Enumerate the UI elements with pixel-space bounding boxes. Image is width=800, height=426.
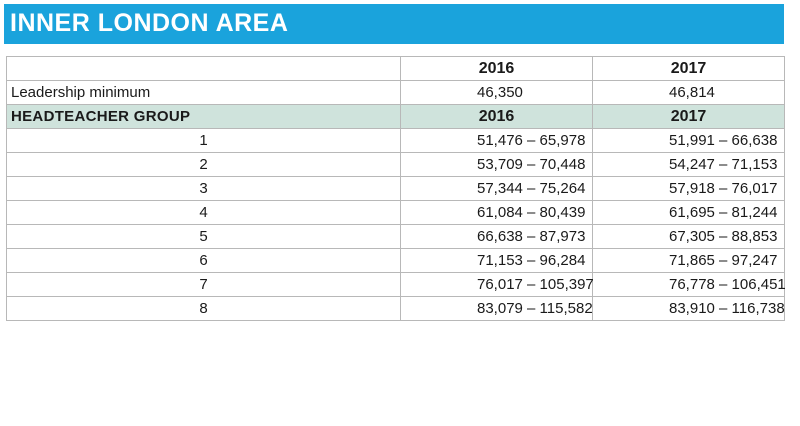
- table-row: [7, 225, 785, 249]
- year-header-row: [7, 57, 785, 81]
- group-number: 2: [7, 153, 401, 177]
- headteacher-group-label: HEADTEACHER GROUP: [7, 105, 401, 129]
- leadership-label: Leadership minimum: [7, 81, 401, 105]
- range-2016: 76,017 – 105,397: [401, 273, 593, 297]
- range-2017: 71,865 – 97,247: [593, 249, 785, 273]
- group-number: 7: [7, 273, 401, 297]
- leadership-minimum-row: [7, 81, 785, 105]
- leadership-2016: 46,350: [401, 81, 593, 105]
- range-2017: 51,991 – 66,638: [593, 129, 785, 153]
- range-2017: 76,778 – 106,451: [593, 273, 785, 297]
- group-number: 5: [7, 225, 401, 249]
- range-2016: 66,638 – 87,973: [401, 225, 593, 249]
- header-year-2016: 2016: [401, 57, 593, 81]
- range-2016: 57,344 – 75,264: [401, 177, 593, 201]
- leadership-2017: 46,814: [593, 81, 785, 105]
- group-header-year-2016: 2016: [401, 105, 593, 129]
- group-number: 4: [7, 201, 401, 225]
- range-2017: 61,695 – 81,244: [593, 201, 785, 225]
- title-banner: [4, 4, 784, 44]
- group-number: 1: [7, 129, 401, 153]
- table-row: [7, 273, 785, 297]
- range-2016: 61,084 – 80,439: [401, 201, 593, 225]
- table-row: [7, 177, 785, 201]
- range-2016: 83,079 – 115,582: [401, 297, 593, 321]
- range-2017: 54,247 – 71,153: [593, 153, 785, 177]
- group-number: 8: [7, 297, 401, 321]
- range-2016: 51,476 – 65,978: [401, 129, 593, 153]
- range-2017: 67,305 – 88,853: [593, 225, 785, 249]
- range-2017: 83,910 – 116,738: [593, 297, 785, 321]
- table-row: [7, 201, 785, 225]
- table-row: [7, 153, 785, 177]
- table-row: [7, 129, 785, 153]
- range-2016: 53,709 – 70,448: [401, 153, 593, 177]
- group-header-year-2017: 2017: [593, 105, 785, 129]
- table-row: [7, 297, 785, 321]
- range-2017: 57,918 – 76,017: [593, 177, 785, 201]
- group-number: 3: [7, 177, 401, 201]
- group-number: 6: [7, 249, 401, 273]
- headteacher-group-header-row: [7, 105, 785, 129]
- header-year-2017: 2017: [593, 57, 785, 81]
- header-blank-cell: [7, 57, 401, 81]
- range-2016: 71,153 – 96,284: [401, 249, 593, 273]
- salary-table: [6, 56, 785, 321]
- page-title: INNER LONDON AREA: [10, 9, 289, 37]
- table-row: [7, 249, 785, 273]
